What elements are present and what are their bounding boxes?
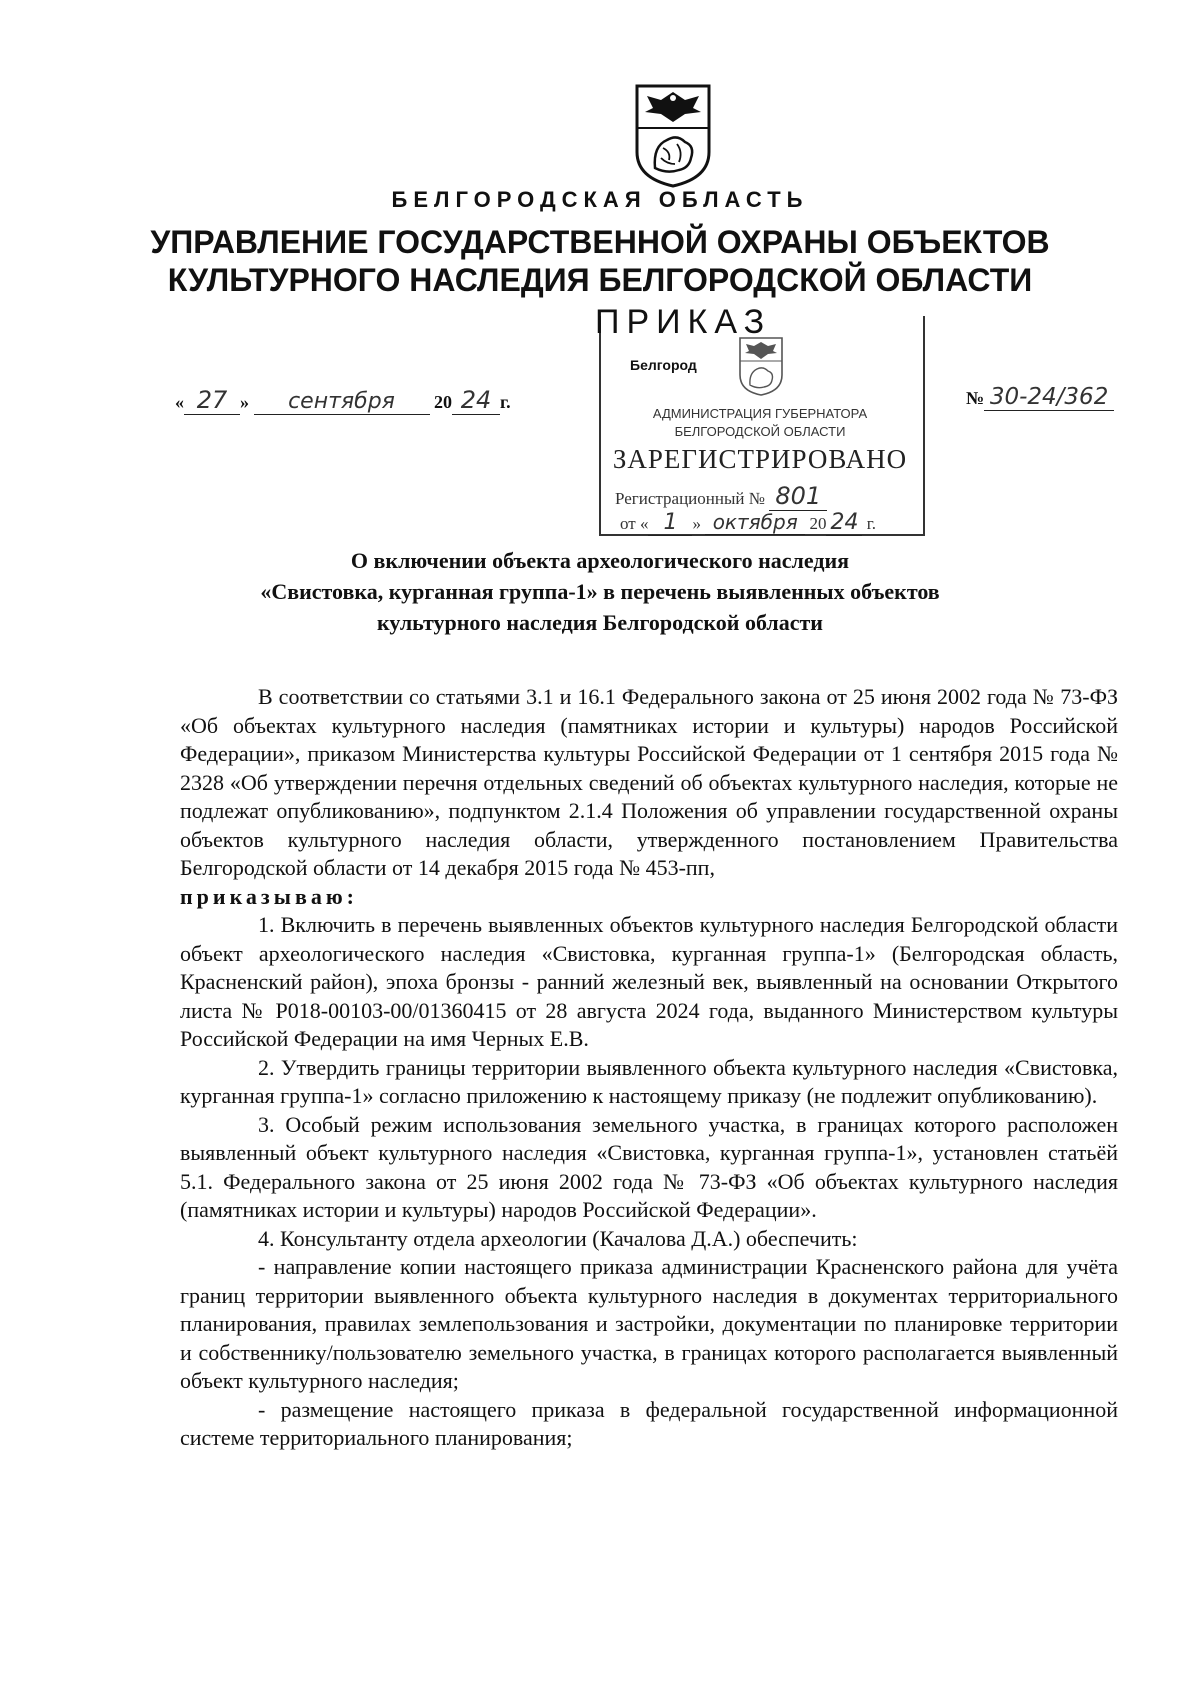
order-year-prefix: 20 bbox=[434, 392, 452, 412]
stamp-date-line bbox=[620, 510, 876, 536]
document-type-title: ПРИКАЗ bbox=[595, 303, 772, 341]
agency-name-line-1: УПРАВЛЕНИЕ ГОСУДАРСТВЕННОЙ ОХРАНЫ ОБЪЕКТОВ bbox=[150, 224, 1050, 260]
item-4-subitem-a: - направление копии настоящего приказа администрации Красненского района для учёта границ территории выявленного объекта культурного наследия в документах территориального планирования, правилах землепользования и застройки, документации по планировке территории и собственнику/пользователю земельного участка, в границах которого располагается выявленный объект культурного наследия; bbox=[180, 1254, 1118, 1393]
stamp-day: 1 bbox=[648, 510, 692, 536]
stamp-year-prefix: 20 bbox=[809, 514, 827, 533]
order-year: 24 bbox=[452, 386, 500, 415]
stamp-org-line-1: АДМИНИСТРАЦИЯ ГУБЕРНАТОРА bbox=[652, 406, 868, 421]
order-day: 27 bbox=[184, 386, 240, 415]
item-1-paragraph: 1. Включить в перечень выявленных объектов культурного наследия Белгородской области объект археологического наследия «Свистовка, курганная группа-1» (Белгородская область, Красненский район), эпоха бронзы - ранний железный век, выявленный на основании Открытого листа № P018-00103-00/01360415 от 28 августа 2024 года, выданного Министерством культуры Российской Федерации на имя Черных Е.В. bbox=[180, 912, 1118, 1051]
item-2-paragraph: 2. Утвердить границы территории выявленного объекта культурного наследия «Свистовка, курганная группа-1» согласно приложению к настоящему приказу (не подлежит опубликованию). bbox=[180, 1054, 1118, 1108]
stamp-status: ЗАРЕГИСТРИРОВАНО bbox=[612, 444, 908, 474]
preamble-paragraph: В соответствии со статьями 3.1 и 16.1 Федерального закона от 25 июня 2002 года № 73-ФЗ «Об объектах культурного наследия (памятниках истории и культуры) народов Российской Федерации», приказом Министерства культуры Российской Федерации от 1 сентября 2015 года № 2328 «Об утверждении перечня отдельных сведений об объектах культурного наследия, которые не подлежат опубликованию», подпунктом 2.1.4 Положения об управлении государственной охраны объектов культурного наследия области, утвержденного постановлением Правительства Белгородской области от 14 декабря 2015 года № 453-пп, bbox=[180, 684, 1118, 880]
title-line-1: О включении объекта археологического наследия bbox=[350, 548, 850, 573]
item-4-subitem-b: - размещение настоящего приказа в федеральной государственной информационной системе территориального планирования; bbox=[180, 1396, 1118, 1450]
order-number bbox=[966, 384, 1114, 411]
title-line-3: культурного наследия Белгородской области bbox=[377, 610, 823, 635]
stamp-year-suffix: г. bbox=[866, 514, 877, 533]
order-date bbox=[175, 386, 511, 415]
order-year-suffix: г. bbox=[500, 392, 511, 412]
stamp-emblem-icon bbox=[737, 335, 785, 397]
order-number-label: № bbox=[966, 388, 985, 408]
stamp-org-line-2: БЕЛГОРОДСКОЙ ОБЛАСТИ bbox=[674, 424, 846, 439]
title-line-2: «Свистовка, курганная группа-1» в перечень выявленных объектов bbox=[260, 579, 940, 604]
stamp-reg-label: Регистрационный № bbox=[615, 489, 765, 508]
region-name: БЕЛГОРОДСКАЯ ОБЛАСТЬ bbox=[391, 187, 809, 212]
date-open-quote: « bbox=[175, 392, 184, 412]
orders-keyword: приказываю: bbox=[180, 883, 358, 909]
stamp-month: октября bbox=[705, 510, 805, 535]
stamp-reg-number: 801 bbox=[769, 482, 827, 511]
stamp-reg-number-line bbox=[615, 482, 827, 511]
stamp-day-close: » bbox=[692, 514, 701, 533]
stamp-from-label: от « bbox=[620, 514, 649, 533]
item-3-paragraph: 3. Особый режим использования земельного участка, в границах которого расположен выявленный объект культурного наследия «Свистовка, курганная группа-1», установлен статьёй 5.1. Федерального закона от 25 июня 2002 года № 73-ФЗ «Об объектах культурного наследия (памятниках истории и культуры) народов Российской Федерации». bbox=[180, 1111, 1118, 1222]
coat-of-arms-emblem bbox=[633, 82, 713, 188]
agency-name-line-2: КУЛЬТУРНОГО НАСЛЕДИЯ БЕЛГОРОДСКОЙ ОБЛАСТИ bbox=[167, 262, 1033, 298]
stamp-year: 24 bbox=[826, 510, 862, 536]
order-month: сентября bbox=[254, 389, 430, 415]
order-number-value: 30-24/362 bbox=[984, 384, 1114, 411]
stamp-city: Белгород bbox=[630, 357, 697, 373]
item-4-paragraph: 4. Консультанту отдела археологии (Качалова Д.А.) обеспечить: bbox=[258, 1225, 858, 1251]
order-body bbox=[180, 683, 1118, 1453]
date-close-quote: » bbox=[240, 392, 249, 412]
order-title bbox=[120, 545, 1080, 638]
